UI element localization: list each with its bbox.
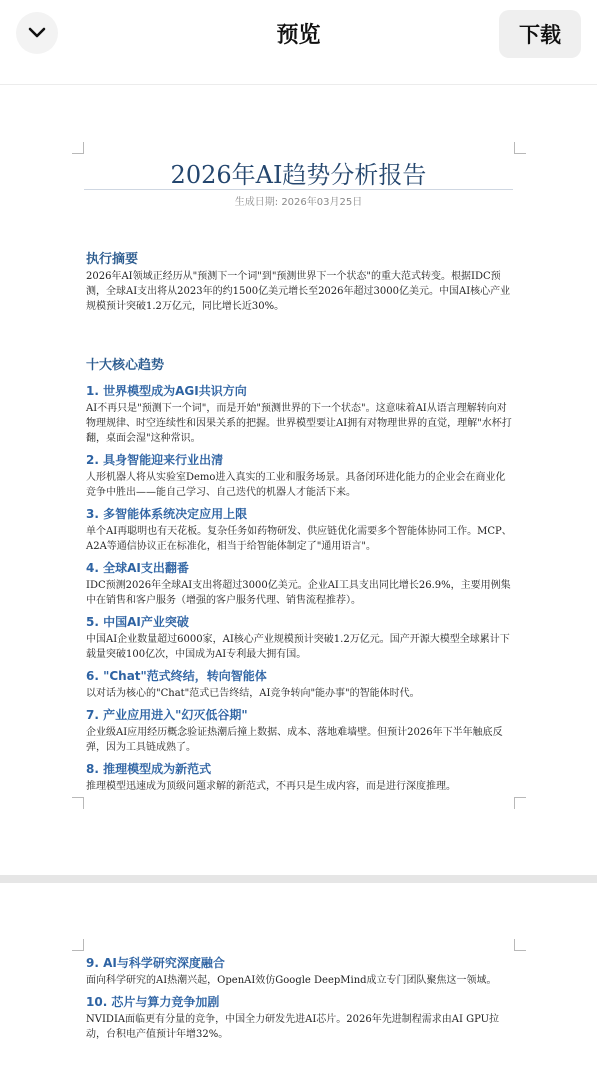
trend-text: 推理模型迅速成为顶级问题求解的新范式，不再只是生成内容，而是进行深度推理。 (86, 781, 456, 792)
trend-item (86, 668, 514, 701)
summary-paragraph: 2026年AI领域正经历从"预测下一个词"到"预测世界下一个状态"的重大范式转变。根据IDC预测，全球AI支出将从2023年的约1500亿美元增长至2026年超过3000亿美元。中国AI核心产业规模预计突破1.2万亿元，同比增长近30%。 (86, 271, 511, 312)
trend-text: NVIDIA面临更有分量的竞争，中国全力研发先进AI芯片。2026年先进制程需求由AI GPU拉动，台积电产值预计年增32%。 (86, 1014, 500, 1040)
trend-item (86, 707, 514, 755)
trend-text: 以对话为核心的"Chat"范式已告终结，AI竞争转向"能办事"的智能体时代。 (86, 688, 420, 699)
trend-title: 3. 多智能体系统决定应用上限 (86, 507, 248, 521)
document-page-1[interactable] (0, 85, 597, 875)
trend-item (86, 761, 514, 794)
trend-title: 2. 具身智能迎来行业出清 (86, 453, 224, 467)
trend-title: 7. 产业应用进入"幻灭低谷期" (86, 708, 248, 722)
trend-title: 4. 全球AI支出翻番 (86, 561, 189, 575)
page-title: 预览 (276, 23, 321, 48)
report-title: 2026年AI趋势分析报告 (170, 161, 427, 189)
trend-title: 6. "Chat"范式终结，转向智能体 (86, 669, 267, 683)
trend-item (86, 452, 514, 500)
page-corner-mark (72, 142, 84, 154)
page-corner-mark (72, 797, 84, 809)
trend-title: 9. AI与科学研究深度融合 (86, 956, 225, 970)
page-separator (0, 875, 597, 883)
trends-continued (86, 955, 514, 1048)
trends-section (86, 357, 514, 800)
download-button[interactable]: 下载 (499, 10, 581, 58)
trend-text: AI不再只是"预测下一个词"，而是开始"预测世界的下一个状态"。这意味着AI从语言理解转向对物理规律、时空连续性和因果关系的把握。世界模型要让AI拥有对物理世界的直觉，理解"水杯打翻，桌面会湿"这种常识。 (86, 403, 512, 444)
trend-title: 8. 推理模型成为新范式 (86, 762, 212, 776)
trend-item (86, 614, 514, 662)
trend-item (86, 506, 514, 554)
report-date: 生成日期: 2026年03月25日 (234, 197, 363, 208)
trend-title: 10. 芯片与算力竞争加剧 (86, 995, 220, 1009)
page-corner-mark (514, 797, 526, 809)
trend-text: 中国AI企业数量超过6000家，AI核心产业规模预计突破1.2万亿元。国产开源大模型全球累计下载量突破100亿次，中国成为AI专利最大拥有国。 (86, 634, 510, 660)
trend-text: 企业级AI应用经历概念验证热潮后撞上数据、成本、落地难墙壁。但预计2026年下半年触底反弹，因为工具链成熟了。 (86, 727, 503, 753)
top-bar (0, 0, 597, 74)
trend-item (86, 560, 514, 608)
trend-text: IDC预测2026年全球AI支出将超过3000亿美元。企业AI工具支出同比增长26.9%，主要用例集中在销售和客户服务（增强的客户服务代理、销售流程推荐）。 (86, 580, 511, 606)
page-corner-mark (72, 939, 84, 951)
trend-text: 面向科学研究的AI热潮兴起，OpenAI效仿Google DeepMind成立专门团队聚焦这一领域。 (86, 975, 497, 986)
document-page-2[interactable] (0, 883, 597, 1080)
page-corner-mark (514, 939, 526, 951)
title-divider (84, 189, 513, 190)
section-heading: 执行摘要 (86, 252, 139, 267)
trend-item (86, 994, 514, 1042)
executive-summary (86, 251, 514, 314)
page-corner-mark (514, 142, 526, 154)
trend-item (86, 955, 514, 988)
section-heading: 十大核心趋势 (86, 358, 165, 373)
trend-title: 5. 中国AI产业突破 (86, 615, 189, 629)
trend-title: 1. 世界模型成为AGI共识方向 (86, 384, 247, 398)
trend-text: 人形机器人将从实验室Demo进入真实的工业和服务场景。具备闭环进化能力的企业会在商业化竞争中胜出——能自己学习、自己迭代的机器人才能活下来。 (86, 472, 506, 498)
trend-text: 单个AI再聪明也有天花板。复杂任务如药物研发、供应链优化需要多个智能体协同工作。MCP、A2A等通信协议正在标准化，相当于给智能体制定了"通用语言"。 (86, 526, 512, 552)
trend-item (86, 383, 514, 446)
